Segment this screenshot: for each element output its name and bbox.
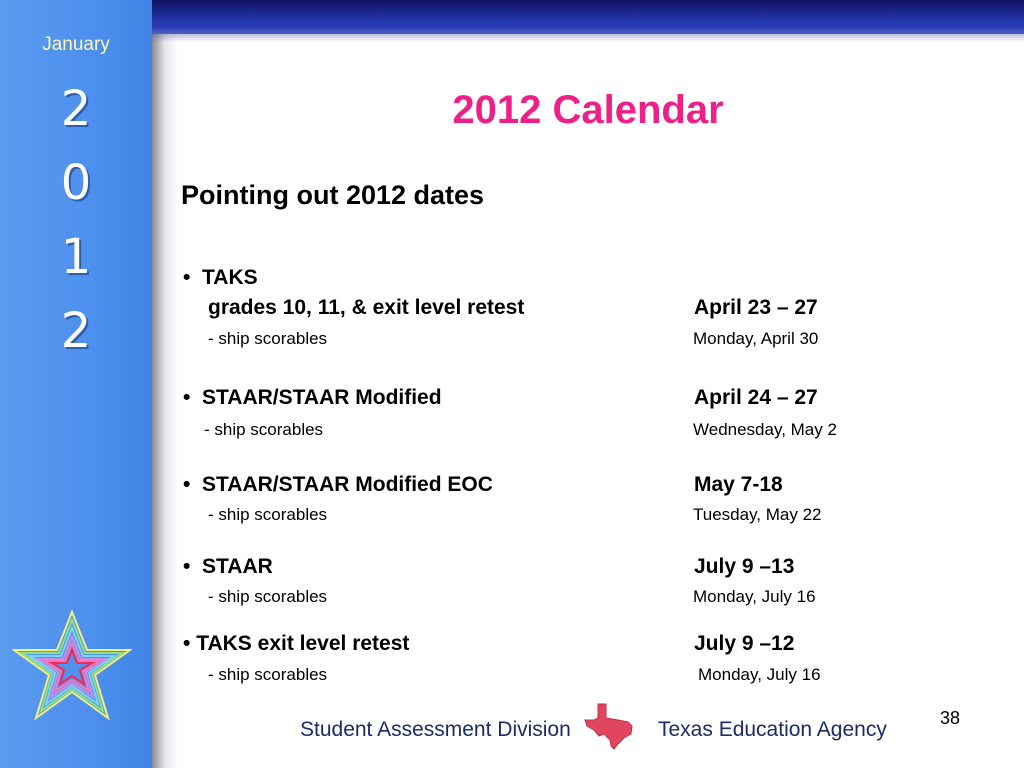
item-name: STAAR/STAAR Modified EOC (202, 473, 493, 496)
item-name: TAKS (202, 266, 258, 289)
year-digit: 0 (60, 155, 92, 211)
ship-label: - ship scorables (208, 665, 328, 684)
ship-date: Monday, July 16 (698, 665, 821, 684)
ship-label: - ship scorables (208, 505, 328, 524)
ship-label: - ship scorables (208, 329, 328, 348)
ship-label: - ship scorables (204, 420, 324, 439)
item-name: STAAR (202, 555, 273, 578)
year-digit: 2 (60, 303, 92, 359)
bullet: • (183, 473, 191, 496)
slide-title: 2012 Calendar (452, 88, 724, 132)
texas-map-icon (584, 702, 636, 750)
year-digit: 2 (60, 81, 92, 137)
item-date: April 23 – 27 (694, 296, 818, 319)
list-item (183, 266, 258, 290)
ship-label: - ship scorables (208, 587, 328, 606)
bullet: • (183, 386, 191, 409)
item-date: May 7-18 (694, 473, 783, 496)
bullet: • (183, 555, 191, 578)
bullet: • (183, 632, 191, 655)
footer-division: Student Assessment Division (300, 718, 571, 741)
bullet: • (183, 266, 191, 289)
year-digit: 1 (60, 229, 92, 285)
item-date: July 9 –13 (694, 555, 795, 578)
list-item (183, 632, 409, 656)
top-banner-fade (152, 34, 1024, 42)
list-item (183, 555, 273, 579)
footer-agency: Texas Education Agency (658, 718, 887, 741)
item-date: April 24 – 27 (694, 386, 818, 409)
item-date: July 9 –12 (694, 632, 795, 655)
page-number: 38 (940, 708, 961, 728)
star-icon (12, 610, 132, 720)
ship-date: Tuesday, May 22 (693, 505, 822, 524)
slide-subtitle: Pointing out 2012 dates (181, 180, 485, 210)
sidebar-month: January (42, 34, 110, 55)
list-item (183, 473, 493, 497)
sidebar-year (0, 72, 152, 368)
ship-date: Wednesday, May 2 (693, 420, 837, 439)
ship-date: Monday, July 16 (693, 587, 816, 606)
item-name: TAKS exit level retest (196, 632, 410, 655)
item-detail: grades 10, 11, & exit level retest (208, 296, 525, 319)
top-banner (152, 0, 1024, 34)
ship-date: Monday, April 30 (693, 329, 819, 348)
list-item (183, 386, 442, 410)
item-name: STAAR/STAAR Modified (202, 386, 442, 409)
